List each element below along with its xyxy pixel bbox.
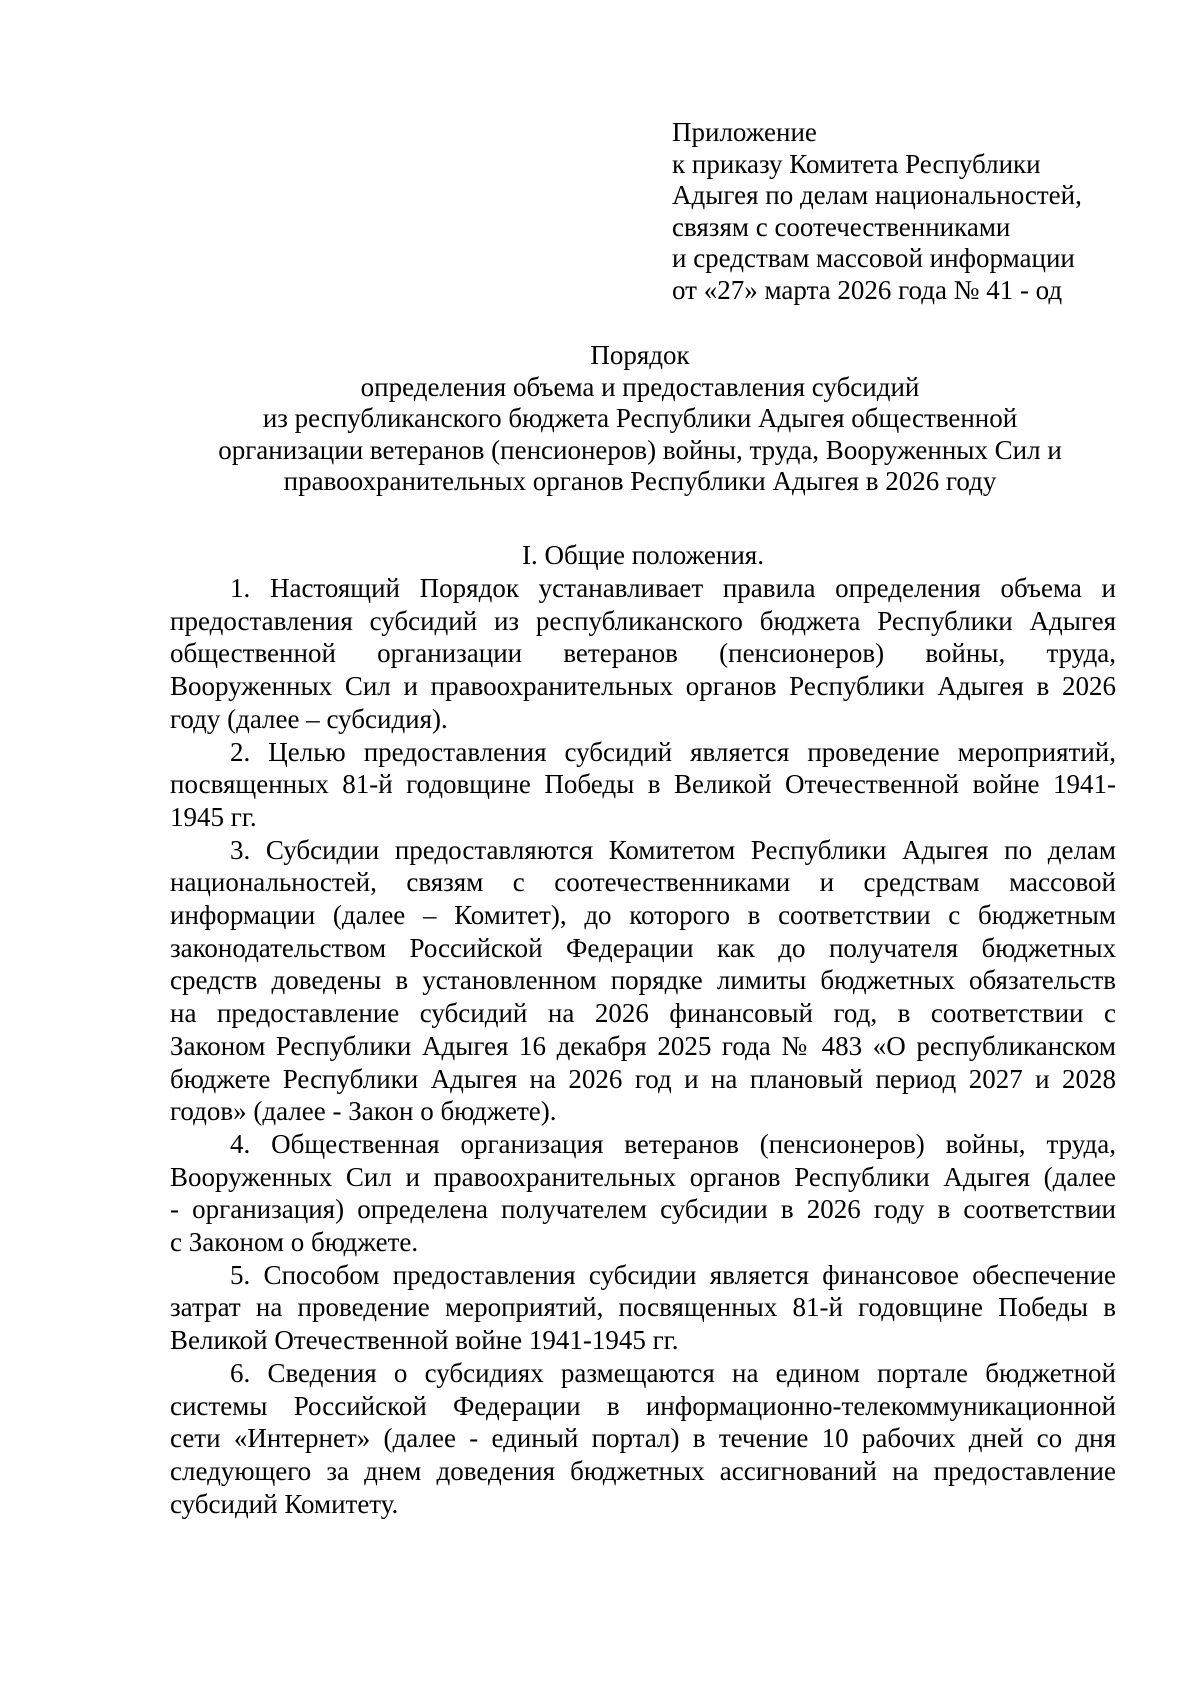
document-title (170, 340, 1110, 498)
section-heading: I. Общие положения. (522, 540, 764, 570)
paragraph-line: 2. Целью предоставления субсидий является проведение мероприятий, (230, 736, 1116, 767)
appendix-block (672, 117, 1142, 307)
appendix-line: к приказу Комитета Республики (672, 148, 1041, 179)
paragraph-line: 6. Сведения о субсидиях размещаются на едином портале бюджетной (230, 1357, 1116, 1388)
title-line: Порядок (590, 340, 690, 370)
paragraph-2 (170, 736, 1116, 834)
paragraph-line: Великой Отечественной войне 1941-1945 гг. (170, 1325, 679, 1356)
paragraph-line: средств доведены в установленном порядке лимиты бюджетных обязательств (170, 965, 1116, 996)
paragraph-line: Законом Республики Адыгея 16 декабря 2025 года № 483 «О республиканском (170, 1030, 1116, 1061)
appendix-line: Приложение (672, 117, 817, 147)
paragraph-3 (170, 834, 1116, 1128)
paragraph-line: национальностей, связям с соотечественниками и средствам массовой (170, 867, 1116, 898)
paragraph-4 (170, 1128, 1116, 1259)
paragraph-line: системы Российской Федерации в информационно-телекоммуникационной (170, 1390, 1116, 1421)
appendix-line: и средствам массовой информации (672, 243, 1075, 274)
paragraph-line: затрат на проведение мероприятий, посвященных 81-й годовщине Победы в (170, 1292, 1116, 1323)
paragraph-line: информации (далее – Комитет), до которого в соответствии с бюджетным (170, 900, 1116, 931)
appendix-line: от «27» марта 2026 года № 41 - од (672, 274, 1063, 305)
paragraph-line: законодательством Российской Федерации как до получателя бюджетных (170, 932, 1116, 963)
appendix-line: связям с соотечественниками (672, 211, 1011, 242)
paragraph-line: посвященных 81-й годовщине Победы в Великой Отечественной войне 1941- (170, 769, 1116, 800)
appendix-line: Адыгея по делам национальностей, (672, 180, 1082, 211)
paragraph-line: общественной организации ветеранов (пенсионеров) войны, труда, (170, 638, 1116, 669)
paragraph-line: годов» (далее - Закон о бюджете). (170, 1096, 557, 1127)
paragraph-6 (170, 1357, 1116, 1521)
paragraph-line: следующего за днем доведения бюджетных ассигнований на предоставление (170, 1455, 1116, 1486)
paragraph-line: 3. Субсидии предоставляются Комитетом Республики Адыгея по делам (230, 834, 1116, 865)
paragraph-line: бюджете Республики Адыгея на 2026 год и на плановый период 2027 и 2028 (170, 1063, 1116, 1094)
paragraph-1 (170, 572, 1116, 736)
paragraph-line: с Законом о бюджете. (170, 1227, 419, 1258)
paragraph-line: 1945 гг. (170, 801, 257, 832)
title-line: определения объема и предоставления субсидий (360, 371, 920, 402)
paragraph-line: 1. Настоящий Порядок устанавливает правила определения объема и (230, 573, 1116, 603)
paragraph-line: 5. Способом предоставления субсидии является финансовое обеспечение (230, 1259, 1116, 1290)
paragraph-line: Вооруженных Сил и правоохранительных органов Республики Адыгея (далее (170, 1161, 1116, 1192)
title-line: правоохранительных органов Республики Адыгея в 2026 году (283, 466, 997, 497)
paragraph-line: предоставления субсидий из республиканского бюджета Республики Адыгея (170, 605, 1116, 636)
paragraph-5 (170, 1259, 1116, 1357)
paragraph-line: Вооруженных Сил и правоохранительных органов Республики Адыгея в 2026 (170, 671, 1116, 702)
title-line: организации ветеранов (пенсионеров) войны, труда, Вооруженных Сил и (218, 434, 1062, 465)
paragraph-line: сети «Интернет» (далее - единый портал) в течение 10 рабочих дней со дня (170, 1423, 1116, 1454)
title-line: из республиканского бюджета Республики Адыгея общественной (262, 403, 1018, 434)
paragraph-line: субсидий Комитету. (170, 1488, 399, 1519)
document-body (170, 572, 1116, 1520)
paragraph-line: году (далее – субсидия). (170, 703, 448, 734)
paragraph-line: - организация) определена получателем субсидии в 2026 году в соответствии (170, 1194, 1116, 1225)
paragraph-line: на предоставление субсидий на 2026 финансовый год, в соответствии с (170, 998, 1116, 1029)
paragraph-line: 4. Общественная организация ветеранов (пенсионеров) войны, труда, (230, 1128, 1116, 1159)
